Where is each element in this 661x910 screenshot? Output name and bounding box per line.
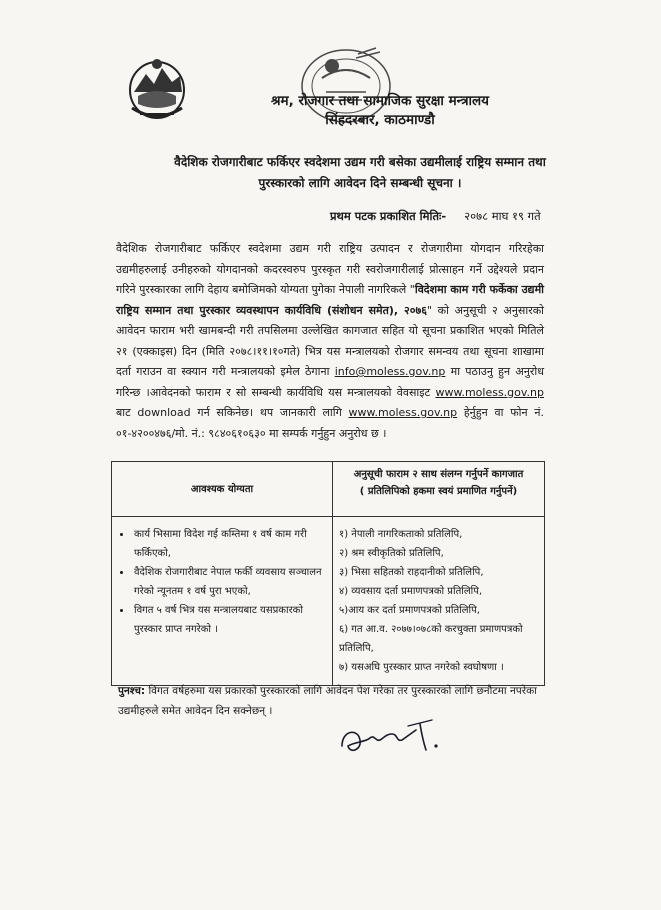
website-link-2[interactable]: www.moless.gov.np xyxy=(348,406,458,419)
documents-header-line2: ( प्रतिलिपिको हकमा स्वयं प्रमाणित गर्नुपर्ने) xyxy=(359,486,518,497)
publication-date-label: प्रथम पटक प्रकाशित मितिः- xyxy=(330,209,447,223)
postscript xyxy=(118,681,546,721)
body-part4: बाट download गर्न सकिनेछ। थप जानकारी लागि xyxy=(116,406,349,419)
notice-title-line2: पुरस्कारको लागि आवेदन दिने सम्बन्धी सूचना । xyxy=(258,176,462,190)
eligibility-list xyxy=(118,525,326,639)
list-item: ३) भिसा सहितको राहदानीको प्रतिलिपि, xyxy=(339,567,484,578)
list-item: • विगत ५ वर्ष भित्र यस मन्त्रालयबाट यसप्रकारको पुरस्कार प्राप्त नगरेको । xyxy=(132,601,326,639)
publication-date-value: २०७८ माघ १९ गते xyxy=(464,209,541,223)
ministry-location: सिंहदरबार, काठमाण्डौ xyxy=(325,112,435,128)
body-part5: हेर्नुहुन वा फोन नं. ०१-४२००४७६/मो. नं.: ९८४०६१०६३० मा सम्पर्क गर्नुहुन अनुरोध छ । xyxy=(116,406,544,440)
documents-cell xyxy=(333,517,545,686)
requirements-table xyxy=(111,461,545,686)
procedure-name: विदेशमा काम गरी फर्केका उद्यमी राष्ट्रिय सम्मान तथा पुरस्कार व्यवस्थापन कार्यविधि (संशोधन समेत), २०७६ xyxy=(116,283,544,317)
documents-header-line1: अनुसूची फाराम २ साथ संलग्न गर्नुपर्ने कागजात xyxy=(353,469,524,480)
email-link[interactable]: info@moless.gov.np xyxy=(334,365,446,378)
body-part1: वैदेशिक रोजगारीबाट फर्किएर स्वदेशमा उद्यम गरी राष्ट्रिय उत्पादन र रोजगारीमा योगदान गरिरहेका उद्यमीहरुलाई उनीहरुको योगदानको कदरस्वरुप पुरस्कृत गरी स्वरोजगारीलाई प्रोत्साहन गर्ने उद्देश्यले प्रदान गरिने पुरस्कारका लागि देहाय बमोजिमको योग्यता पुगेका नेपाली नागरिकले " xyxy=(116,242,544,296)
postscript-text: विगत वर्षहरुमा यस प्रकारको पुरस्कारको लागि आवेदन पेश गरेका तर पुरस्कारको लागि छनौटमा नपरेका उद्यमीहरुले समेत आवेदन दिन सक्नेछन् । xyxy=(118,685,537,717)
handwritten-signature-icon xyxy=(336,712,446,762)
notice-title-line1: वैदेशिक रोजगारीबाट फर्किएर स्वदेशमा उद्यम गरी बसेका उद्यमीलाई राष्ट्रिय सम्मान तथा xyxy=(174,155,546,169)
table-header-row xyxy=(112,462,545,517)
body-part2: " को अनुसूची २ अनुसारको आवेदन फाराम भरी खामबन्दी गरी तपसिलमा उल्लेखित कागजात सहित यो सूचना प्रकाशित भएको मितिले २१ (एक्काइस) दिन (मिति २०७८।११।१०गते) भित्र यस मन्त्रालयको रोजगार समन्वय तथा सूचना शाखामा दर्ता गराउन वा स्क्यान गरी मन्त्रालयको इमेल ठेगाना xyxy=(116,303,545,378)
list-item: १) नेपाली नागरिकताको प्रतिलिपि, xyxy=(339,529,463,540)
postscript-label: पुनश्च: xyxy=(118,685,146,697)
nepal-emblem-icon xyxy=(126,52,188,122)
publication-date xyxy=(330,209,541,224)
notice-body xyxy=(116,239,544,444)
list-item: ५)आय कर दर्ता प्रमाणपत्रको प्रतिलिपि, xyxy=(339,605,480,616)
list-item: • कार्य भिसामा विदेश गई कम्तिमा १ वर्ष काम गरी फर्किएको, xyxy=(132,525,326,563)
body-part3: मा पठाउनु हुन अनुरोध गरिन्छ ।आवेदनको फाराम र सो सम्बन्धी कार्यविधि यस मन्त्रालयको वेवसाइट xyxy=(116,365,544,399)
list-item: ६) गत आ.व. २०७७।०७८को करचुक्ता प्रमाणपत्रको प्रतिलिपि, xyxy=(339,624,523,654)
documents-header xyxy=(333,462,545,517)
list-item: २) श्रम स्वीकृतिको प्रतिलिपि, xyxy=(339,548,444,559)
website-link-1[interactable]: www.moless.gov.np xyxy=(435,385,544,399)
list-item: ७) यसअघि पुरस्कार प्राप्त नगरेको स्वघोषणा । xyxy=(339,662,504,673)
list-item: ४) व्यवसाय दर्ता प्रमाणपत्रको प्रतिलिपि, xyxy=(339,586,483,597)
eligibility-header: आवश्यक योग्यता xyxy=(112,462,333,517)
ministry-header xyxy=(230,92,530,130)
ministry-name: श्रम, रोजगार तथा सामाजिक सुरक्षा मन्त्रालय xyxy=(270,93,490,109)
list-item: • वैदेशिक रोजगारीबाट नेपाल फर्की व्यवसाय सञ्चालन गरेको न्यूनतम १ वर्ष पुरा भएको, xyxy=(132,563,326,601)
eligibility-cell xyxy=(112,517,333,686)
documents-list xyxy=(339,525,538,677)
notice-title xyxy=(150,152,570,194)
table-row xyxy=(112,517,545,686)
